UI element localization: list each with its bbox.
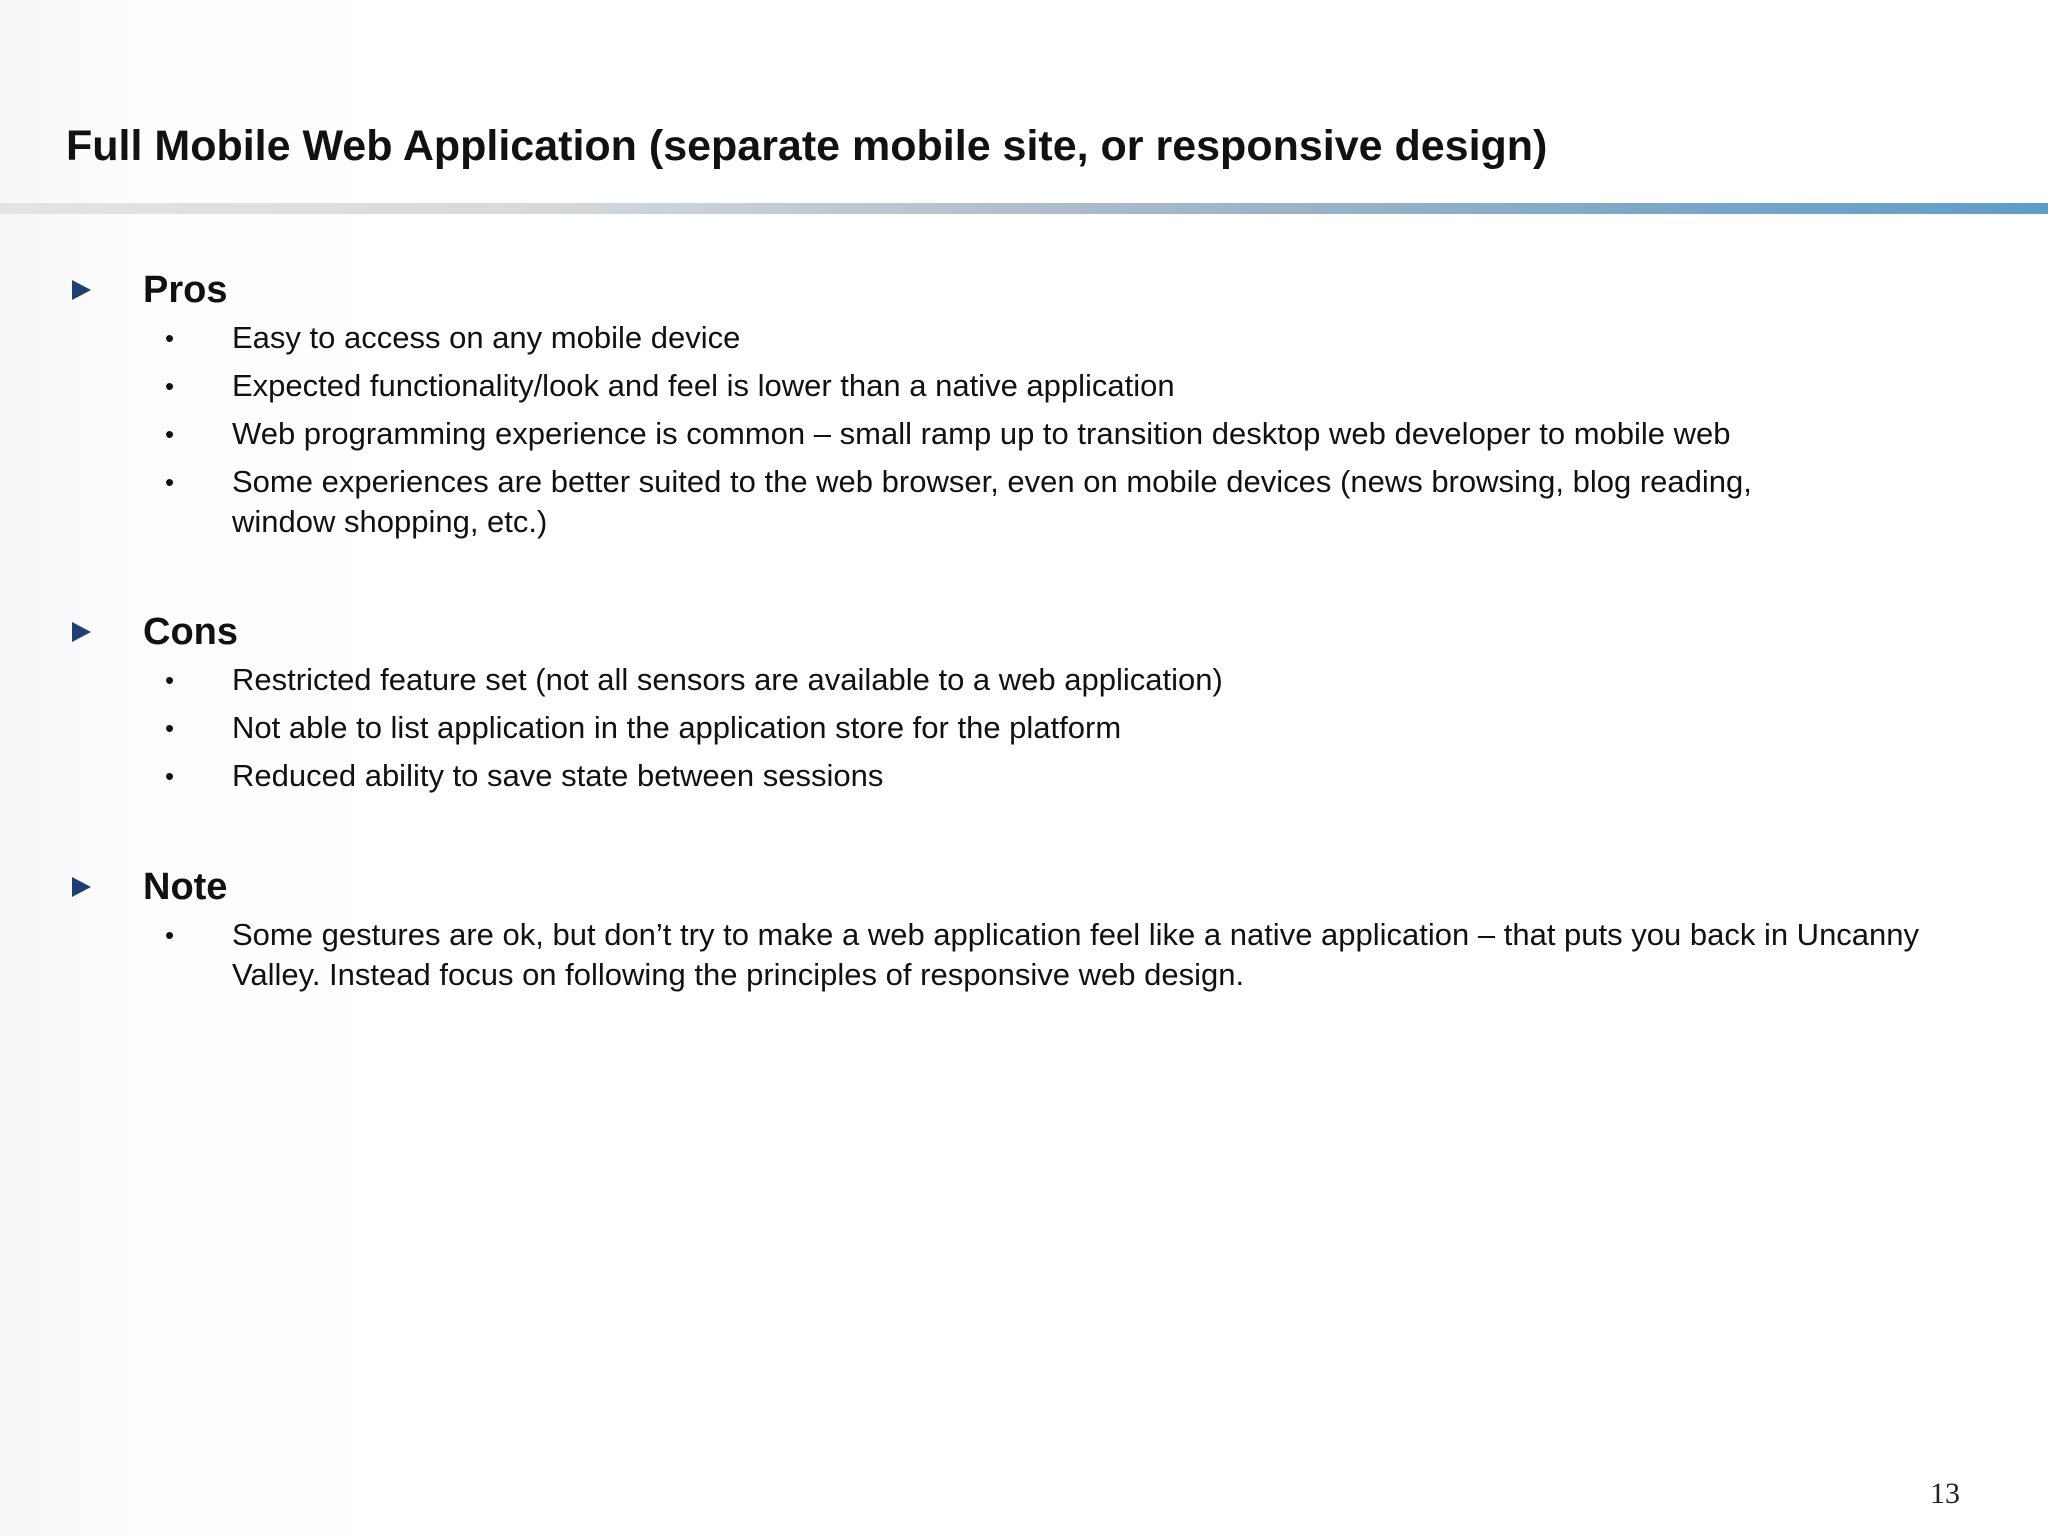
- bullet-dot-icon: •: [165, 467, 175, 497]
- title-divider: [0, 203, 2048, 214]
- list-item: [0, 756, 2048, 796]
- list-item: [0, 660, 2048, 700]
- section-title-pros: Pros: [143, 269, 228, 311]
- section-note: [0, 861, 2048, 1003]
- triangle-bullet-icon: [72, 622, 91, 642]
- bullet-dot-icon: •: [165, 713, 175, 743]
- list-item: [0, 462, 2048, 542]
- section-pros: [0, 264, 2048, 550]
- list-item: [0, 318, 2048, 358]
- cons-list: [0, 660, 2048, 796]
- section-header: [0, 861, 2048, 913]
- list-item: [0, 414, 2048, 454]
- pros-list: [0, 318, 2048, 542]
- bullet-dot-icon: •: [165, 665, 175, 695]
- triangle-bullet-icon: [72, 280, 91, 300]
- list-item-text: Some experiences are better suited to the web browser, even on mobile devices (news browsing, blog reading, window shopping, etc.): [232, 464, 1752, 539]
- note-list: [0, 915, 2048, 995]
- list-item-text: Not able to list application in the application store for the platform: [232, 710, 1122, 745]
- bullet-dot-icon: •: [165, 761, 175, 791]
- list-item-text: Expected functionality/look and feel is lower than a native application: [232, 368, 1175, 403]
- list-item: [0, 366, 2048, 406]
- bullet-dot-icon: •: [165, 920, 175, 950]
- page-number: 13: [1930, 1477, 1960, 1510]
- section-cons: [0, 606, 2048, 804]
- section-title-cons: Cons: [143, 611, 238, 653]
- section-header: [0, 606, 2048, 658]
- bullet-dot-icon: •: [165, 371, 175, 401]
- bullet-dot-icon: •: [165, 419, 175, 449]
- slide-title: Full Mobile Web Application (separate mobile site, or responsive design): [66, 122, 1548, 170]
- list-item-text: Some gestures are ok, but don’t try to make a web application feel like a native application – that puts you back in Uncanny Valley. Instead focus on following the principles of responsive web design.: [232, 917, 1920, 992]
- list-item: [0, 708, 2048, 748]
- section-header: [0, 264, 2048, 316]
- list-item: [0, 915, 2048, 995]
- bullet-dot-icon: •: [165, 323, 175, 353]
- list-item-text: Reduced ability to save state between sessions: [232, 758, 884, 793]
- list-item-text: Web programming experience is common – small ramp up to transition desktop web developer to mobile web: [232, 416, 1731, 451]
- list-item-text: Restricted feature set (not all sensors are available to a web application): [232, 662, 1223, 697]
- triangle-bullet-icon: [72, 877, 91, 897]
- section-title-note: Note: [143, 866, 228, 908]
- list-item-text: Easy to access on any mobile device: [232, 320, 741, 355]
